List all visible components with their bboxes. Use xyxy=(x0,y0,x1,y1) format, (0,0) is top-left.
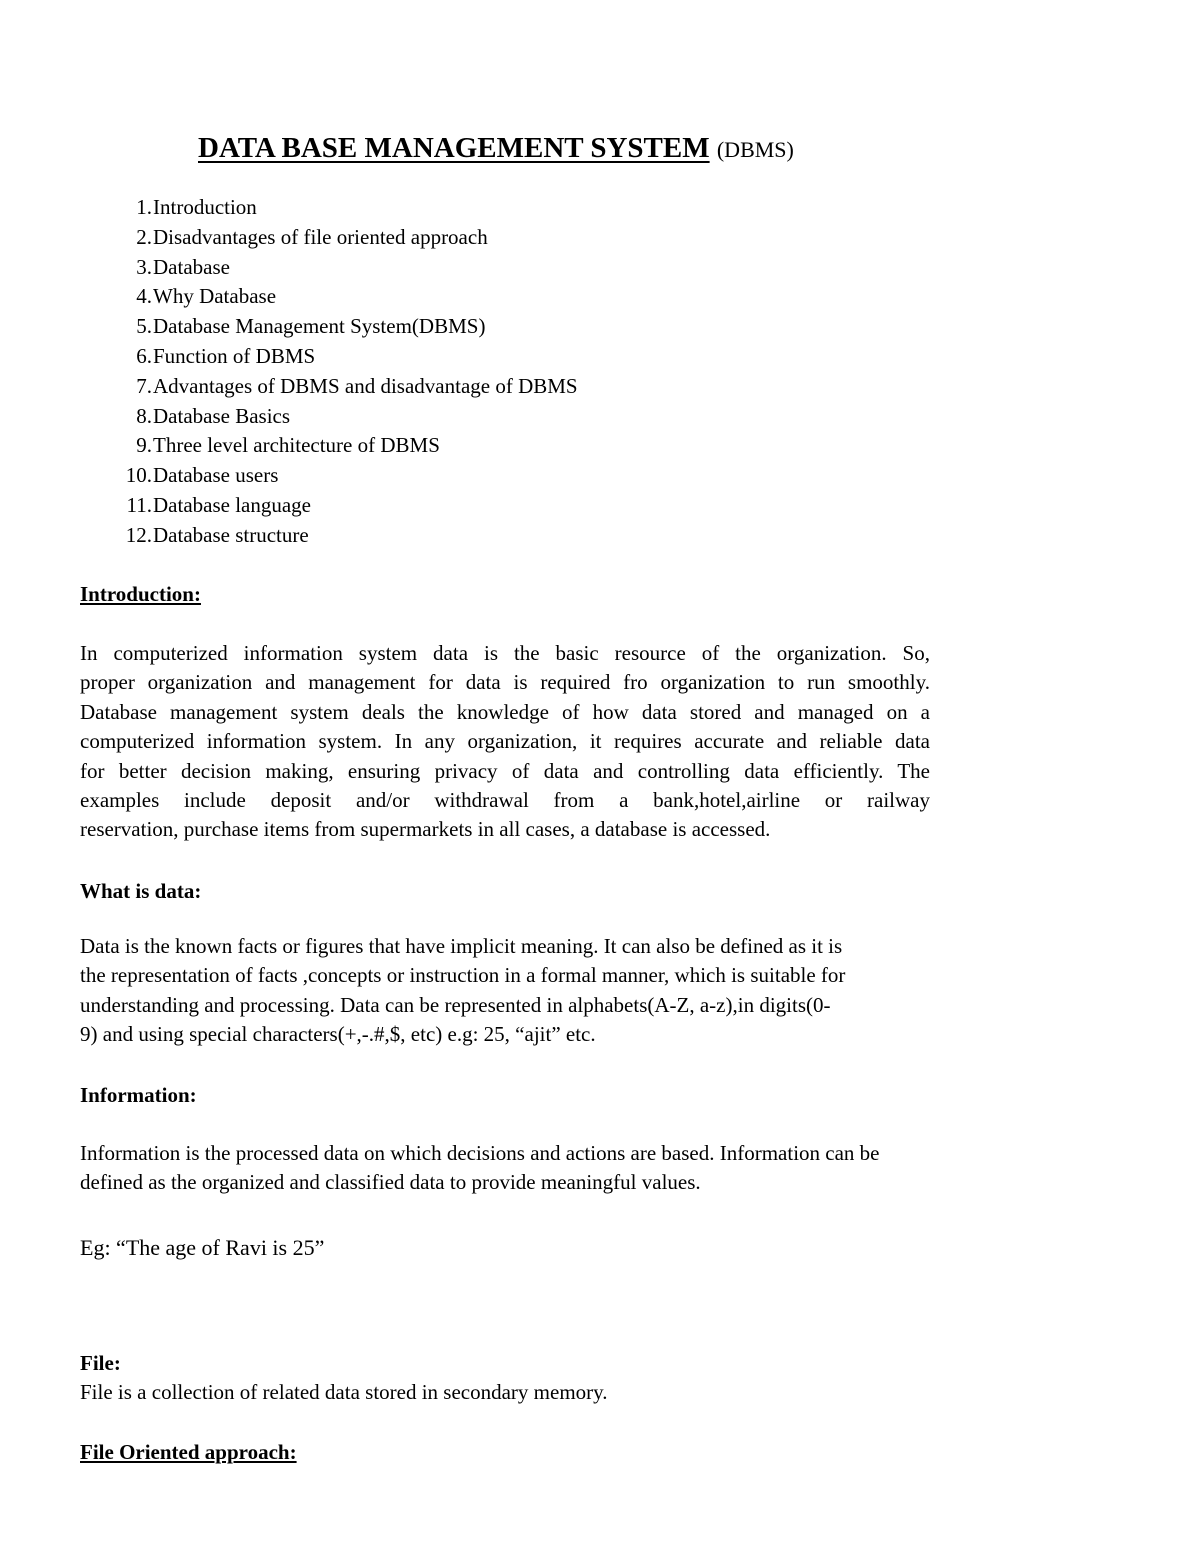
toc-item-label: Function of DBMS xyxy=(153,343,316,368)
table-of-contents xyxy=(100,193,578,551)
section-heading-information: Information: xyxy=(80,1083,197,1107)
section-heading-file-oriented-approach: File Oriented approach: xyxy=(80,1440,297,1464)
toc-item-label: Disadvantages of file oriented approach xyxy=(153,224,488,249)
toc-item: 5.Database Management System(DBMS) xyxy=(100,312,578,342)
document-title xyxy=(198,130,794,168)
toc-item: 1.Introduction xyxy=(100,193,578,223)
toc-item-label: Introduction xyxy=(153,195,257,219)
title-sub: (DBMS) xyxy=(716,137,794,162)
toc-item: 6.Function of DBMS xyxy=(100,342,578,372)
paragraph-line: proper organization and management for data is required fro organization to run smoothly. xyxy=(80,670,930,695)
toc-item-label: Database structure xyxy=(153,522,309,547)
toc-item-label: Advantages of DBMS and disadvantage of DBMS xyxy=(153,373,578,398)
toc-item: 12.Database structure xyxy=(100,521,578,551)
toc-item: 10.Database users xyxy=(100,461,578,491)
section-heading-file: File: xyxy=(80,1351,121,1375)
paragraph-line: reservation, purchase items from supermarkets in all cases, a database is accessed. xyxy=(80,817,771,842)
toc-item: 11.Database language xyxy=(100,491,578,521)
paragraph-line: the representation of facts ,concepts or instruction in a formal manner, which is suitable for xyxy=(80,963,846,988)
section-heading-what-is-data: What is data: xyxy=(80,879,202,903)
paragraph-line: Data is the known facts or figures that have implicit meaning. It can also be defined as it is xyxy=(80,934,843,958)
toc-item-label: Database Basics xyxy=(153,403,291,428)
toc-item-label: Database Management System(DBMS) xyxy=(153,314,486,339)
paragraph-line: Database management system deals the knowledge of how data stored and managed on a xyxy=(80,699,930,724)
information-paragraph xyxy=(80,1139,980,1198)
toc-item-label: Database users xyxy=(153,463,279,488)
paragraph-line: 9) and using special characters(+,-.#,$, etc) e.g: 25, “ajit” etc. xyxy=(80,1022,596,1047)
paragraph-line: understanding and processing. Data can be represented in alphabets(A-Z, a-z),in digits(0- xyxy=(80,992,831,1017)
toc-item: 9.Three level architecture of DBMS xyxy=(100,431,578,461)
paragraph-line: In computerized information system data is the basic resource of the organization. So, xyxy=(80,641,930,665)
paragraph-line: examples include deposit and/or withdrawal from a bank,hotel,airline or railway xyxy=(80,788,930,813)
file-paragraph: File is a collection of related data stored in secondary memory. xyxy=(80,1380,608,1404)
title-main: DATA BASE MANAGEMENT SYSTEM xyxy=(198,132,710,164)
toc-item: 4.Why Database xyxy=(100,282,578,312)
paragraph-line: defined as the organized and classified data to provide meaningful values. xyxy=(80,1170,701,1195)
paragraph-line: for better decision making, ensuring privacy of data and controlling data efficiently. The xyxy=(80,758,930,783)
paragraph-line: computerized information system. In any organization, it requires accurate and reliable data xyxy=(80,729,930,754)
information-example: Eg: “The age of Ravi is 25” xyxy=(80,1235,325,1260)
toc-item-label: Database language xyxy=(153,492,312,517)
data-paragraph xyxy=(80,932,930,1050)
toc-item-label: Why Database xyxy=(153,284,277,309)
section-heading-introduction: Introduction: xyxy=(80,582,201,606)
toc-item: 8.Database Basics xyxy=(100,402,578,432)
introduction-paragraph xyxy=(80,639,930,845)
toc-item-label: Three level architecture of DBMS xyxy=(153,433,440,458)
toc-item: 7.Advantages of DBMS and disadvantage of DBMS xyxy=(100,372,578,402)
paragraph-line: Information is the processed data on which decisions and actions are based. Information can be xyxy=(80,1141,880,1165)
toc-item: 2.Disadvantages of file oriented approach xyxy=(100,223,578,253)
toc-item-label: Database xyxy=(153,254,230,279)
toc-item: 3.Database xyxy=(100,253,578,283)
